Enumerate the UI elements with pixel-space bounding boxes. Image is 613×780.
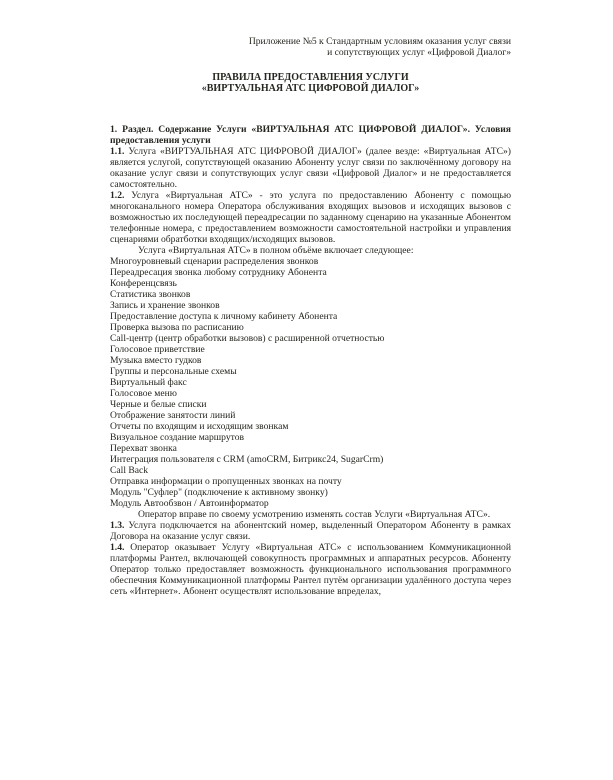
clause-1-4 <box>110 542 511 597</box>
feature-item: Переадресация звонка любому сотруднику Абонента <box>110 267 327 278</box>
feature-item: Call-центр (центр обработки вызовов) с расширенной отчетностью <box>110 333 385 344</box>
clause-1-2-text: Услуга «Виртуальная АТС» - это услуга по предоставлению Абоненту с помощью многоканального номера Оператора обслуживания входящих вызовов и исходящих вызовов с возможностью их последующей переадресации по заданному сценарию на указанные Абонентом телефонные номера, с предоставлением возможности самостоятельной настройки и управления сценариями обратботки входящих/исходящих вызовов. <box>110 190 511 245</box>
feature-item: Виртуальный факс <box>110 377 187 388</box>
feature-item: Музыка вместо гудков <box>110 355 202 366</box>
feature-item: Отчеты по входящим и исходящим звонкам <box>110 421 289 432</box>
section-1-heading: 1. Раздел. Содержание Услуги «ВИРТУАЛЬНАЯ АТС ЦИФРОВОЙ ДИАЛОГ». Условия предоставления услуги <box>110 124 511 146</box>
operator-note: Оператор вправе по своему усмотрению изменять состав Услуги «Виртуальная АТС». <box>138 509 491 520</box>
document-header <box>110 36 511 58</box>
clause-1-4-text: Оператор оказывает Услугу «Виртуальная АТС» с использованием Коммуникационной платформы Рантел, включающей совокупность программных и аппаратных ресурсов. Абоненту Оператор только предоставляет возможность функционального использования программного обеспечния Коммуникационной платформы Рантел путём организации удалённого доступа через сеть «Интернет». Абонент осуществлят использование впределах, <box>110 542 511 597</box>
feature-item: Перехват звонка <box>110 443 177 454</box>
clause-1-4-number: 1.4. <box>110 542 125 553</box>
feature-item: Проверка вызова по расписанию <box>110 322 244 333</box>
header-line-1: Приложение №5 к Стандартным условиям оказания услуг связи <box>248 36 511 47</box>
clause-1-3 <box>110 520 511 542</box>
clause-1-3-text: Услуга подключается на абонентский номер, выделенный Оператором Абоненту в рамках Договора на оказание услуг связи. <box>110 520 511 542</box>
feature-list <box>110 256 511 509</box>
feature-item: Голосовое приветствие <box>110 344 205 355</box>
feature-item: Статистика звонков <box>110 289 191 300</box>
feature-item: Отправка информации о пропущенных звонках на почту <box>110 476 342 487</box>
feature-item: Визуальное создание маршрутов <box>110 432 245 443</box>
feature-item: Предоставление доступа к личному кабинету Абонента <box>110 311 338 322</box>
title-line-2: «ВИРТУАЛЬНАЯ АТС ЦИФРОВОЙ ДИАЛОГ» <box>201 83 420 94</box>
header-line-2: и сопутствующих услуг «Цифровой Диалог» <box>327 47 511 58</box>
title-line-1: ПРАВИЛА ПРЕДОСТАВЛЕНИЯ УСЛУГИ <box>212 72 409 83</box>
clause-1-3-number: 1.3. <box>110 520 125 531</box>
feature-item: Отображение занятости линий <box>110 410 236 421</box>
feature-item: Конференцсвязь <box>110 278 177 289</box>
clause-1-1-text: Услуга «ВИРТУАЛЬНАЯ АТС ЦИФРОВОЙ ДИАЛОГ» (далее везде: «Виртуальная АТС») является услугой, сопутствующей оказанию Абоненту услуг связи по заключённому договору на оказание услуг связи и сопутствующих услуг связи «Цифровой Диалог» и не предоставляется самостоятельно. <box>110 146 511 190</box>
document-title <box>110 72 511 94</box>
includes-intro: Услуга «Виртуальная АТС» в полном объёме включает следующее: <box>138 245 414 256</box>
clause-1-2 <box>110 190 511 245</box>
feature-item: Черные и белые списки <box>110 399 207 410</box>
feature-item: Запись и хранение звонков <box>110 300 220 311</box>
clause-1-1 <box>110 146 511 190</box>
feature-item: Группы и персональные схемы <box>110 366 237 377</box>
document-content <box>110 36 511 597</box>
feature-item: Call Back <box>110 465 149 476</box>
feature-item: Интеграция пользователя с CRM (amoCRM, Битрикс24, SugarCrm) <box>110 454 384 465</box>
clause-1-1-number: 1.1. <box>110 146 125 157</box>
feature-item: Модуль "Суфлер" (подключение к активному звонку) <box>110 487 328 498</box>
feature-item: Модуль Автообзвон / Автоинформатор <box>110 498 269 509</box>
clause-1-2-number: 1.2. <box>110 190 125 201</box>
feature-item: Голосовое меню <box>110 388 177 399</box>
feature-item: Многоуровневый сценарии распределения звонков <box>110 256 319 267</box>
